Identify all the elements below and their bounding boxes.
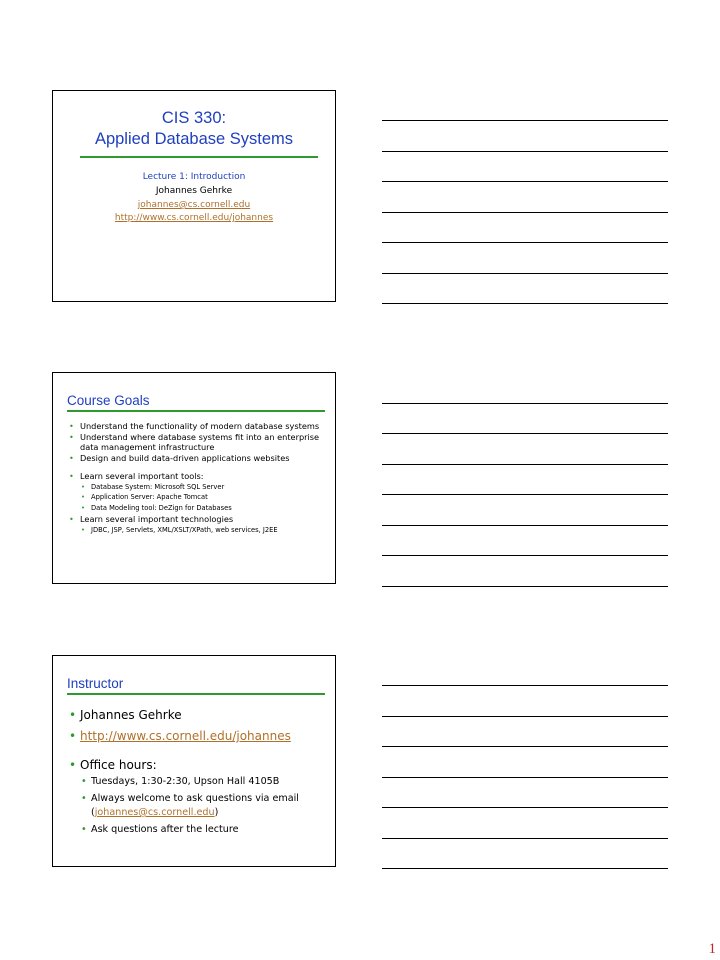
note-line xyxy=(382,525,668,526)
slide-heading: Course Goals xyxy=(67,393,150,408)
instructor-list xyxy=(67,706,321,840)
list-item xyxy=(67,433,321,452)
office-hours-time: Tuesdays, 1:30-2:30, Upson Hall 4105B xyxy=(91,776,280,787)
author-email-row xyxy=(53,199,335,212)
bullet-icon: • xyxy=(69,513,74,524)
note-line xyxy=(382,746,668,747)
instructor-name: Johannes Gehrke xyxy=(80,708,182,722)
note-line xyxy=(382,777,668,778)
title-line-name: Applied Database Systems xyxy=(94,130,294,148)
note-line xyxy=(382,685,668,686)
bullet-icon: • xyxy=(81,525,85,534)
email-note: Always welcome to ask questions via email xyxy=(91,792,299,804)
tool-text: Application Server: Apache Tomcat xyxy=(91,493,208,502)
goals-list xyxy=(67,422,321,537)
author-name: Johannes Gehrke xyxy=(155,186,233,196)
goal-text: Learn several important tools: xyxy=(80,471,204,482)
bullet-icon: • xyxy=(69,729,77,743)
slide-instructor xyxy=(52,655,336,867)
list-item xyxy=(67,756,321,837)
note-line xyxy=(382,181,668,182)
author-url-row xyxy=(53,212,335,225)
slide-heading: Instructor xyxy=(67,676,124,691)
goal-text: Understand where database systems fit into an enterprise data management infrastructure xyxy=(80,432,320,452)
list-item xyxy=(80,823,321,838)
note-line xyxy=(382,868,668,869)
note-line xyxy=(382,303,668,304)
list-item xyxy=(67,422,321,432)
slide-title xyxy=(52,90,336,302)
note-line xyxy=(382,433,668,434)
bullet-icon: • xyxy=(69,432,74,443)
tool-text: Data Modeling tool: DeZign for Databases xyxy=(91,503,232,512)
goal-text: Design and build data-driven applications websites xyxy=(80,452,290,463)
page-number: 1 xyxy=(708,941,716,957)
tools-list xyxy=(80,482,321,514)
instructor-url-link[interactable]: http://www.cs.cornell.edu/johannes xyxy=(80,729,291,743)
tool-text: Database System: Microsoft SQL Server xyxy=(91,482,225,491)
author-email-link[interactable]: johannes@cs.cornell.edu xyxy=(137,200,251,210)
note-line xyxy=(382,464,668,465)
list-item xyxy=(80,525,321,536)
bullet-icon: • xyxy=(69,708,77,722)
note-line xyxy=(382,273,668,274)
goal-text: Understand the functionality of modern database systems xyxy=(80,421,320,431)
bullet-icon: • xyxy=(81,792,87,804)
note-line xyxy=(382,494,668,495)
list-item xyxy=(67,727,321,745)
list-item xyxy=(67,706,321,724)
list-item xyxy=(67,472,321,513)
slide-title-heading xyxy=(53,108,335,150)
bullet-icon: • xyxy=(81,482,85,491)
bullet-icon: • xyxy=(81,493,85,502)
goal-text: Learn several important technologies xyxy=(80,513,234,524)
bullet-icon: • xyxy=(69,421,74,431)
paren-close: ) xyxy=(214,807,219,818)
slide-course-goals xyxy=(52,372,336,584)
office-hours-list xyxy=(80,775,321,837)
heading-rule xyxy=(67,410,325,412)
bullet-icon: • xyxy=(69,452,74,463)
note-line xyxy=(382,838,668,839)
lecture-subtitle: Lecture 1: Introduction xyxy=(142,172,246,182)
bullet-icon: • xyxy=(81,776,87,787)
list-item xyxy=(80,492,321,503)
title-line-course: CIS 330: xyxy=(161,109,227,127)
bullet-icon: • xyxy=(69,758,77,772)
note-line xyxy=(382,151,668,152)
note-line xyxy=(382,586,668,587)
list-item xyxy=(80,503,321,514)
office-hours-label: Office hours: xyxy=(80,758,157,772)
note-line xyxy=(382,242,668,243)
list-item xyxy=(67,454,321,464)
note-line xyxy=(382,807,668,808)
note-line xyxy=(382,212,668,213)
list-item xyxy=(80,792,321,821)
note-line xyxy=(382,120,668,121)
list-item xyxy=(80,775,321,790)
after-lecture-note: Ask questions after the lecture xyxy=(91,823,239,835)
paren-open: ( xyxy=(91,807,95,818)
bullet-icon: • xyxy=(81,823,87,835)
heading-rule xyxy=(67,693,325,695)
technologies-list xyxy=(80,525,321,536)
bullet-icon: • xyxy=(69,471,74,482)
note-line xyxy=(382,403,668,404)
note-line xyxy=(382,555,668,556)
instructor-email-link[interactable]: johannes@cs.cornell.edu xyxy=(94,807,215,818)
author-url-link[interactable]: http://www.cs.cornell.edu/johannes xyxy=(114,213,274,223)
list-item xyxy=(80,482,321,493)
title-rule xyxy=(80,156,318,158)
bullet-icon: • xyxy=(81,503,85,512)
note-line xyxy=(382,716,668,717)
list-item xyxy=(67,515,321,535)
technology-text: JDBC, JSP, Servlets, XML/XSLT/XPath, web services, J2EE xyxy=(91,525,278,534)
